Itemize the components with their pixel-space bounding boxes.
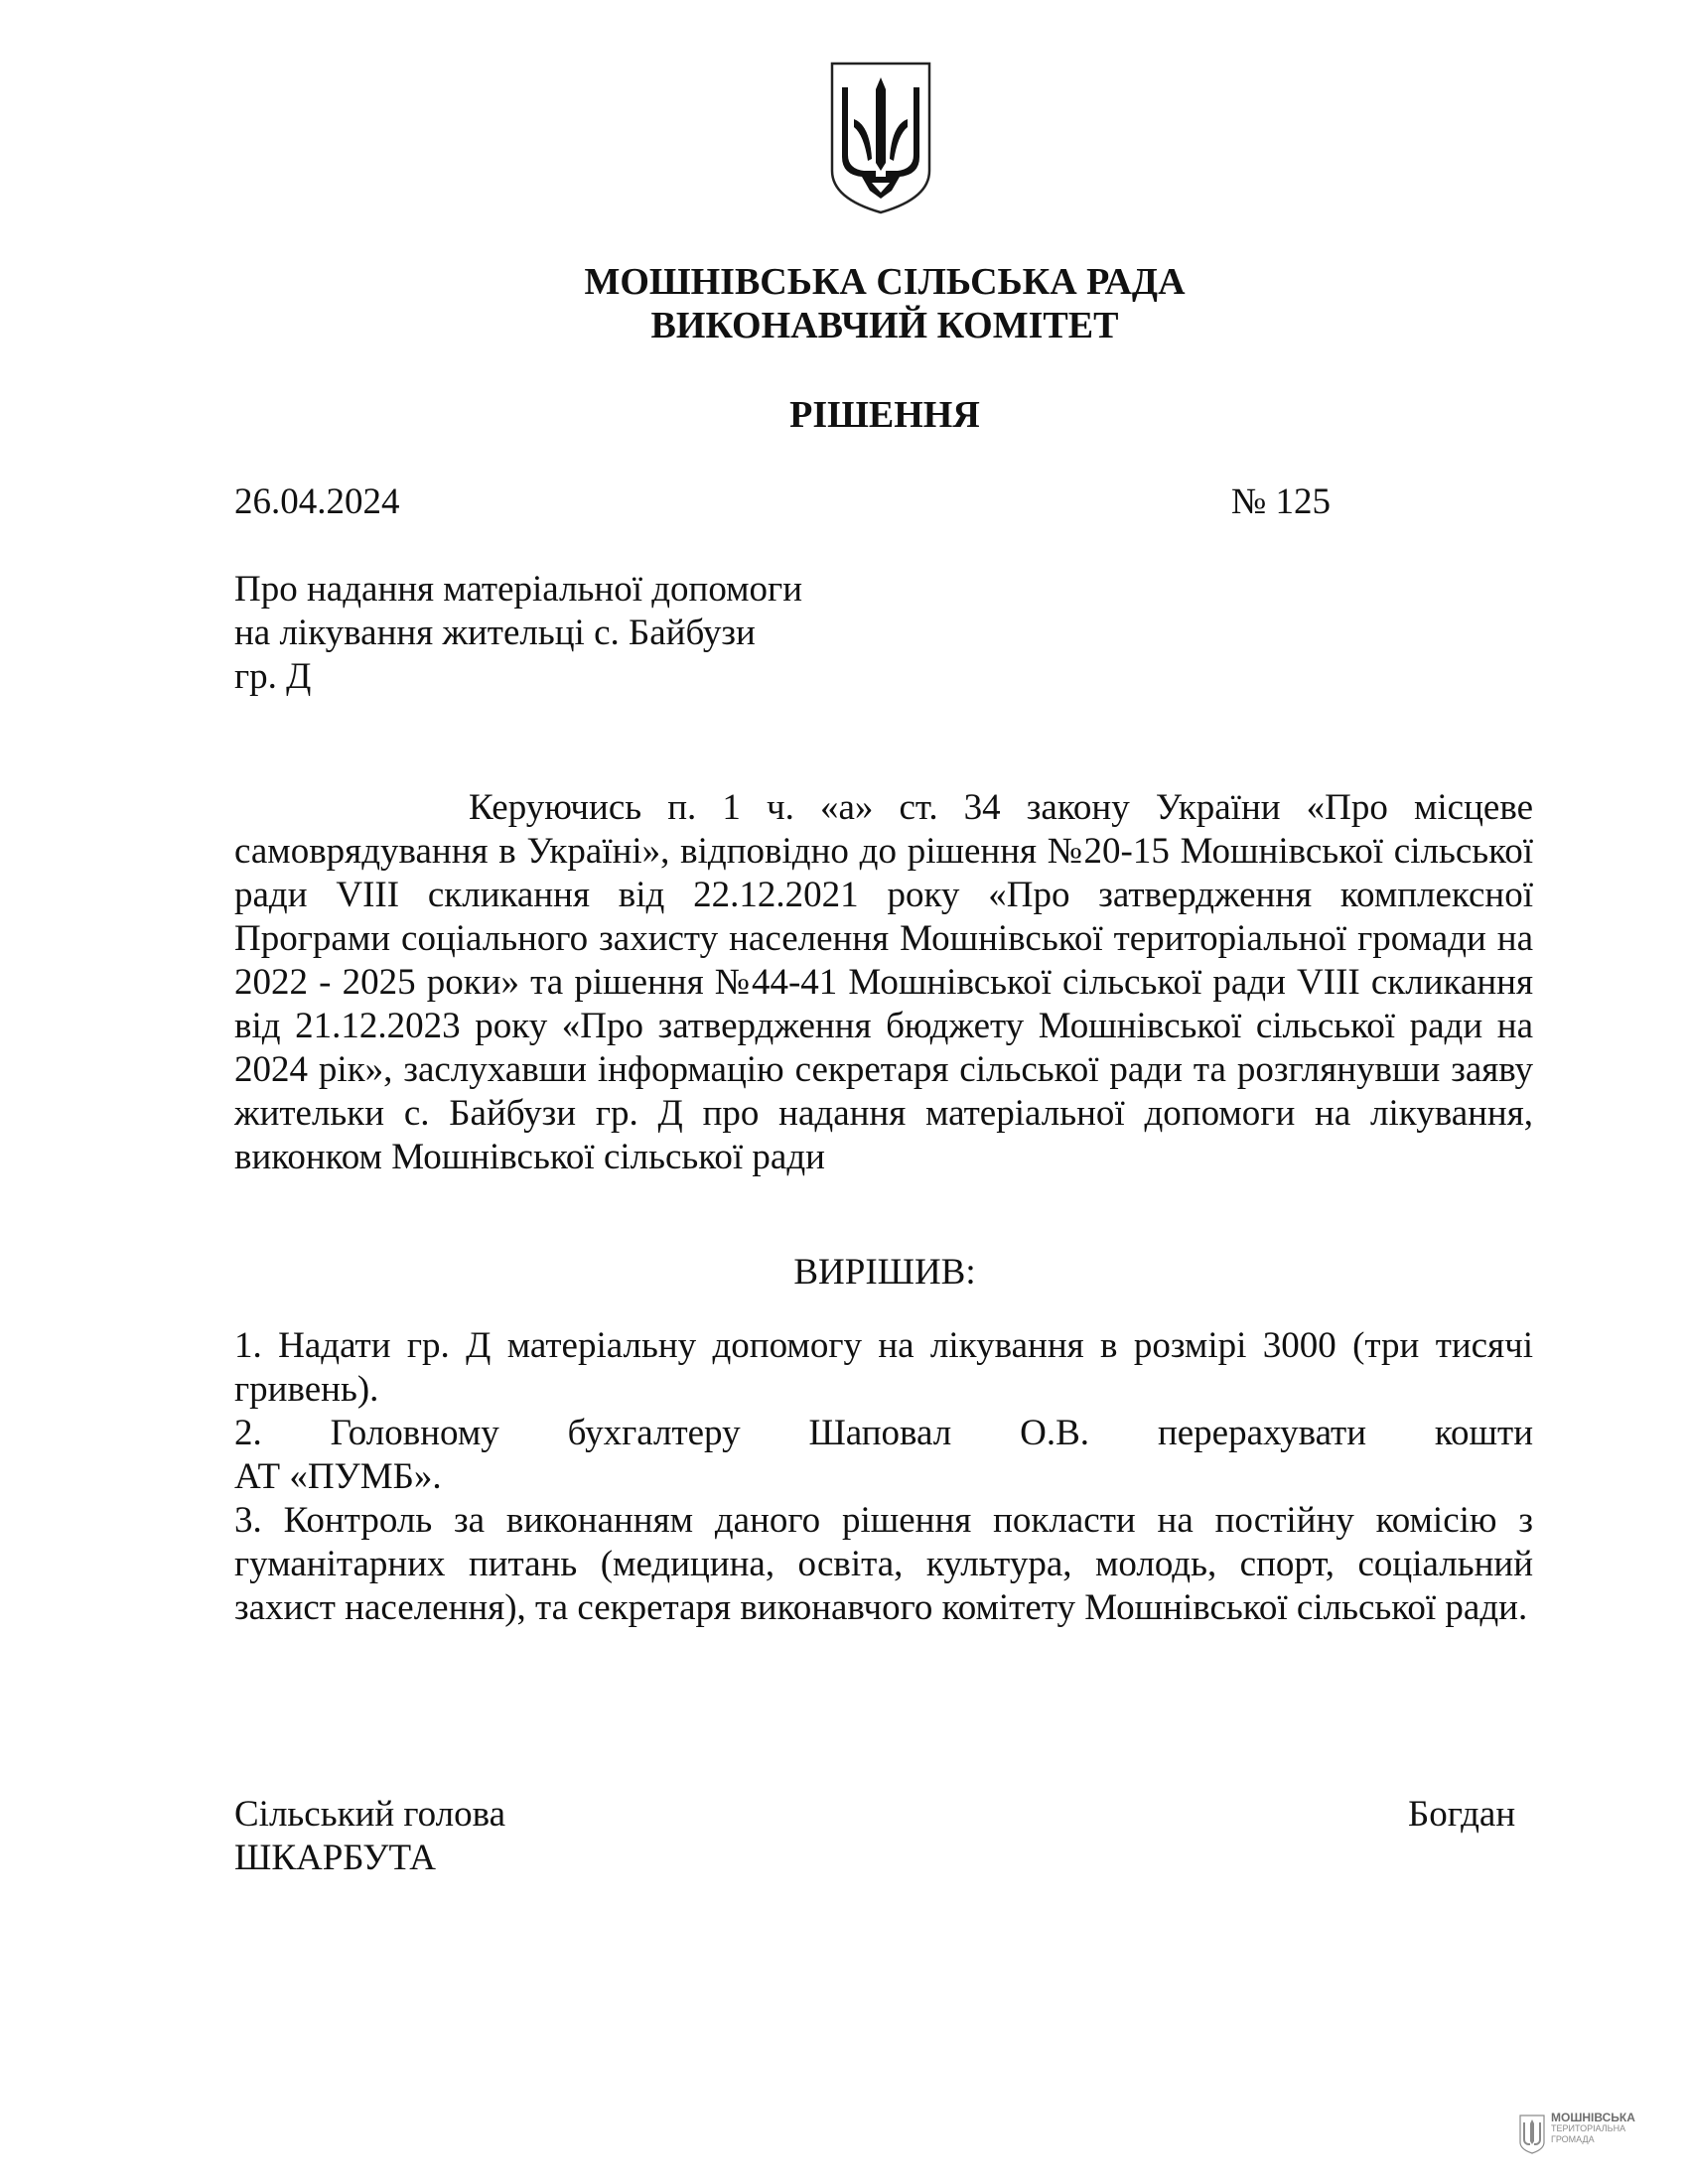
committee-name: ВИКОНАВЧИЙ КОМІТЕТ <box>650 305 1119 346</box>
trident-watermark-icon <box>1519 2115 1545 2154</box>
decided-heading: ВИРІШИВ: <box>793 1252 976 1293</box>
organization-name: МОШНІВСЬКА СІЛЬСЬКА РАДА <box>584 261 1186 303</box>
coat-of-arms-trident-icon <box>828 60 933 216</box>
subject-line: гр. Д <box>234 656 312 697</box>
signatory-first-name: Богдан <box>1408 1794 1516 1835</box>
decision-item-3: 3. Контроль за виконанням даного рішення покласти на постійну комісію з гуманітарних питань (медицина, освіта, культура, молодь, спорт, соціальний захист населення), та секретаря виконавчого комітету Мошнівської сільської ради. <box>234 1500 1533 1628</box>
signatory-last-name: ШКАРБУТА <box>234 1838 436 1878</box>
decision-subject <box>234 568 929 699</box>
document-type-title: РІШЕННЯ <box>789 394 980 436</box>
subject-line: Про надання матеріальної допомоги <box>234 569 803 610</box>
community-watermark <box>1519 2113 1668 2156</box>
watermark-text <box>1551 2113 1635 2145</box>
decision-date: 26.04.2024 <box>234 481 400 522</box>
subject-line: на лікування жительці с. Байбузи <box>234 613 756 653</box>
decision-item-1: 1. Надати гр. Д матеріальну допомогу на лікування в розмірі 3000 (три тисячі гривень). <box>234 1325 1533 1410</box>
preamble-paragraph: Керуючись п. 1 ч. «а» ст. 34 закону України «Про місцеве самоврядування в Україні», відповідно до рішення №20-15 Мошнівської сільської ради VIII скликання від 22.12.2021 року «Про затвердження комплексної Програми соціального захисту населення Мошнівської територіальної громади на 2022 - 2025 роки» та рішення №44-41 Мошнівської сільської ради VIII скликання від 21.12.2023 року «Про затвердження бюджету Мошнівської сільської ради на 2024 рік», заслухавши інформацію секретаря сільської ради та розглянувши заяву жительки с. Байбузи гр. Д про надання матеріальної допомоги на лікування, виконком Мошнівської сільської ради <box>234 787 1533 1177</box>
decision-number: № 125 <box>1231 481 1332 522</box>
watermark-line: МОШНІВСЬКА <box>1551 2111 1635 2124</box>
watermark-line: ГРОМАДА <box>1551 2134 1595 2144</box>
decision-item-2-line-2: АТ «ПУМБ». <box>234 1456 442 1497</box>
signatory-title: Сільський голова <box>234 1794 506 1835</box>
watermark-line: ТЕРИТОРІАЛЬНА <box>1551 2123 1626 2133</box>
decision-items <box>234 1324 1533 1630</box>
decision-item-2-line-1: 2. Головному бухгалтеру Шаповал О.В. перерахувати кошти <box>234 1413 1533 1453</box>
